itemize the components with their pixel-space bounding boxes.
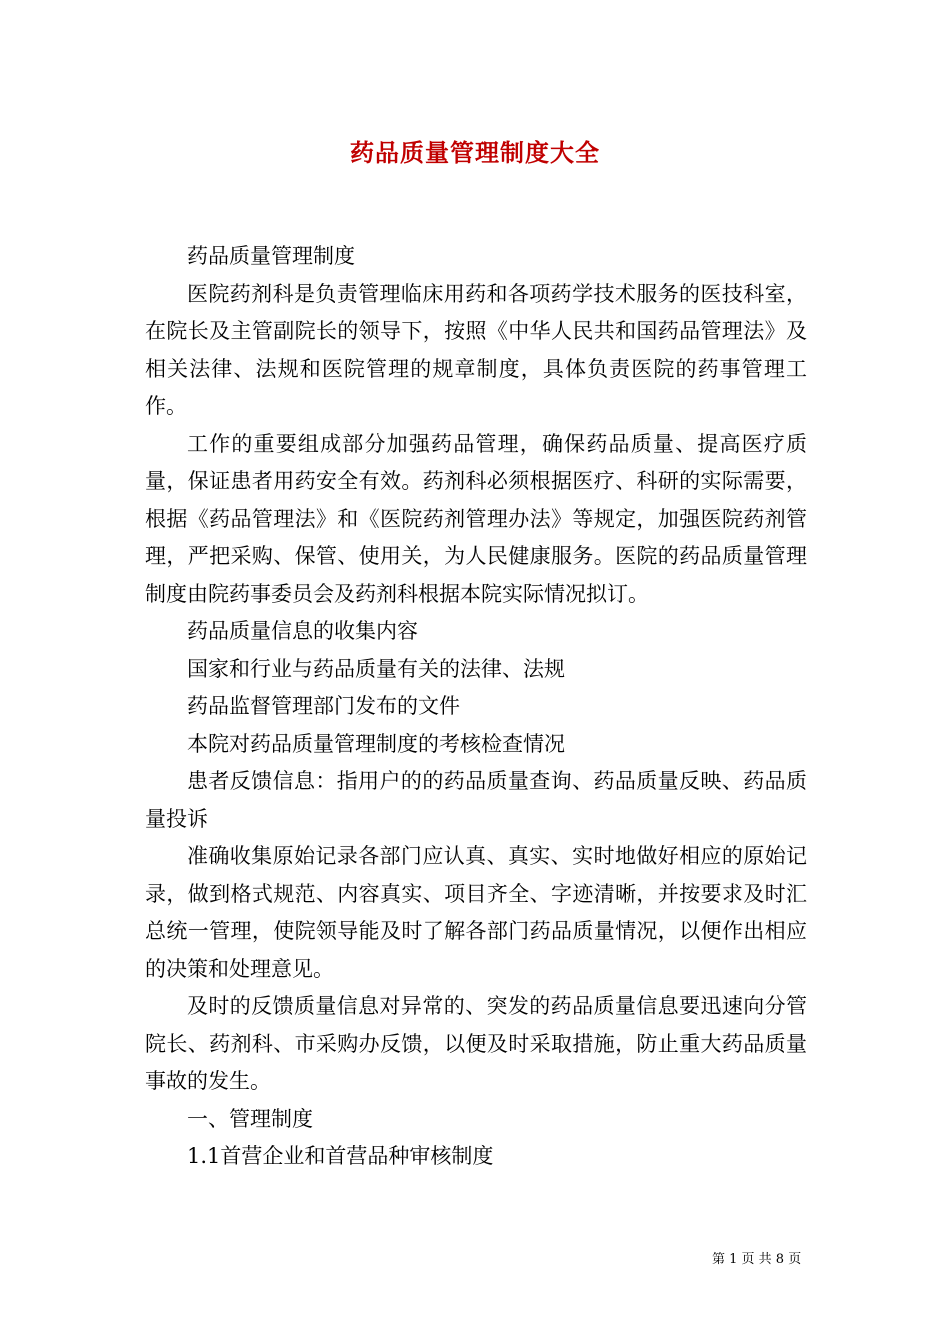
list-item: 国家和行业与药品质量有关的法律、法规 bbox=[187, 656, 565, 681]
paragraph: 及时的反馈质量信息对异常的、突发的药品质量信息要迅速向分管院长、药剂科、市采购办反馈，以便及时采取措施，防止重大药品质量事故的发生。 bbox=[145, 994, 807, 1093]
paragraph: 准确收集原始记录各部门应认真、真实、实时地做好相应的原始记录，做到格式规范、内容真实、项目齐全、字迹清晰，并按要求及时汇总统一管理，使院领导能及时了解各部门药品质量情况，以便作出相应的决策和处理意见。 bbox=[145, 844, 807, 981]
paragraph: 工作的重要组成部分加强药品管理，确保药品质量、提高医疗质量，保证患者用药安全有效。药剂科必须根据医疗、科研的实际需要，根据《药品管理法》和《医院药剂管理办法》等规定，加强医院药剂管理，严把采购、保管、使用关，为人民健康服务。医院的药品质量管理制度由院药事委员会及药剂科根据本院实际情况拟订。 bbox=[145, 431, 807, 606]
list-item: 本院对药品质量管理制度的考核检查情况 bbox=[187, 731, 565, 756]
paragraph: 医院药剂科是负责管理临床用药和各项药学技术服务的医技科室，在院长及主管副院长的领导下，按照《中华人民共和国药品管理法》及相关法律、法规和医院管理的规章制度，具体负责医院的药事管理工作。 bbox=[145, 281, 807, 418]
document-body bbox=[145, 238, 807, 1176]
list-item: 药品监督管理部门发布的文件 bbox=[187, 694, 460, 718]
page-number-footer: 第 1 页 共 8 页 bbox=[712, 1252, 802, 1267]
section-heading: 药品质量管理制度 bbox=[187, 244, 355, 268]
document-title: 药品质量管理制度大全 bbox=[350, 138, 600, 167]
paragraph: 患者反馈信息：指用户的的药品质量查询、药品质量反映、药品质量投诉 bbox=[145, 769, 807, 831]
list-item: 药品质量信息的收集内容 bbox=[187, 619, 418, 643]
section-heading: 一、管理制度 bbox=[187, 1106, 313, 1131]
subsection-heading: 1.1首营企业和首营品种审核制度 bbox=[187, 1144, 494, 1168]
